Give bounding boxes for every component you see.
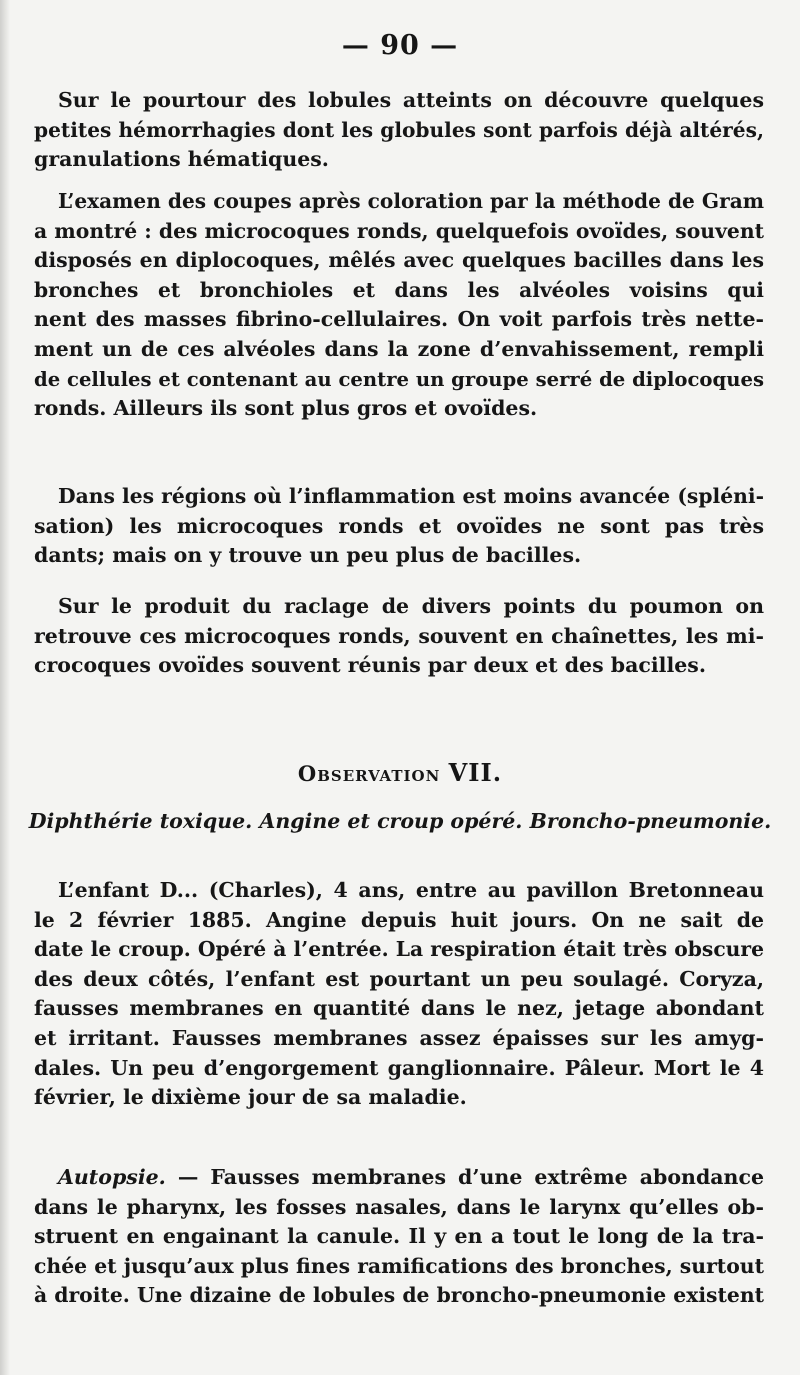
text-line: petites hémorrhagies dont les globules sont parfois déjà altérés,	[34, 117, 764, 142]
observation-subtitle: Diphthérie toxique. Angine et croup opéré. Broncho-pneumonie.	[28, 809, 772, 833]
paragraph-1-first	[34, 86, 764, 116]
paragraph-4-first	[34, 592, 764, 622]
text-line: chée et jusqu’aux plus fines ramifications des bronches, surtout	[34, 1253, 764, 1278]
autopsy-lead: Autopsie.	[58, 1165, 166, 1189]
page-number: — 90 —	[341, 30, 459, 61]
text-line: des deux côtés, l’enfant est pourtant un peu soulagé. Coryza,	[34, 966, 764, 991]
text-line: Sur le produit du raclage de divers points du poumon on	[58, 594, 764, 618]
text-line: disposés en diplocoques, mêlés avec quelques bacilles dans les	[34, 248, 764, 273]
paragraph-2	[34, 217, 764, 424]
observation-label: Observation	[297, 761, 441, 786]
text-line: bronches et bronchioles et dans les alvéoles voisins qui	[34, 277, 764, 302]
text-line: sation) les microcoques ronds et ovoïdes ne sont pas très	[34, 513, 764, 538]
text-line: dants; mais on y trouve un peu plus de bacilles.	[34, 543, 582, 568]
paragraph-2-first	[34, 187, 764, 217]
paragraph-1	[34, 116, 764, 175]
text-line: L’enfant D... (Charles), 4 ans, entre au pavillon Bretonneau	[58, 878, 764, 902]
paragraph-5-first	[34, 876, 764, 906]
text-line: et irritant. Fausses membranes assez épaisses sur les amyg-	[34, 1025, 764, 1050]
paragraph-6-first	[34, 1163, 764, 1193]
text-line: ment un de ces alvéoles dans la zone d’envahissement, rempli	[34, 336, 764, 361]
text-line: struent en engainant la canule. Il y en a tout le long de la tra-	[34, 1224, 764, 1249]
paragraph-6	[34, 1193, 764, 1311]
paragraph-3-first	[34, 482, 764, 512]
observation-title	[0, 758, 800, 787]
text-line: L’examen des coupes après coloration par la méthode de Gram	[58, 189, 764, 213]
page-edge-shadow	[0, 0, 10, 1375]
text-line: fausses membranes en quantité dans le nez, jetage abondant	[34, 996, 764, 1021]
text-line: crocoques ovoïdes souvent réunis par deux et des bacilles.	[34, 653, 706, 678]
text-line: Sur le pourtour des lobules atteints on découvre quelques	[58, 88, 764, 112]
text-line: février, le dixième jour de sa maladie.	[34, 1085, 467, 1110]
text-line: Dans les régions où l’inflammation est moins avancée (spléni-	[58, 484, 764, 508]
text-line: à droite. Une dizaine de lobules de broncho-pneumonie existent	[34, 1283, 764, 1308]
text-line: granulations hématiques.	[34, 147, 329, 172]
observation-number: VII.	[448, 758, 503, 787]
paragraph-4	[34, 622, 764, 681]
text-line: nent des masses fibrino-cellulaires. On voit parfois très nette-	[34, 307, 764, 332]
text-line: ronds. Ailleurs ils sont plus gros et ovoïdes.	[34, 396, 538, 421]
text-line: retrouve ces microcoques ronds, souvent en chaînettes, les mi-	[34, 623, 764, 648]
text-line: dans le pharynx, les fosses nasales, dans le larynx qu’elles ob-	[34, 1194, 764, 1219]
paragraph-3	[34, 512, 764, 571]
text-line	[58, 1163, 764, 1193]
text-line: dales. Un peu d’engorgement ganglionnaire. Pâleur. Mort le 4	[34, 1055, 764, 1080]
paragraph-5	[34, 906, 764, 1113]
text-line: de cellules et contenant au centre un groupe serré de diplocoques	[34, 367, 764, 391]
text-line: le 2 février 1885. Angine depuis huit jours. On ne sait de	[34, 907, 764, 932]
text-line: a montré : des microcoques ronds, quelquefois ovoïdes, souvent	[34, 218, 764, 243]
text-line: date le croup. Opéré à l’entrée. La respiration était très obscure	[34, 937, 764, 962]
autopsy-first-rest: — Fausses membranes d’une extrême abondance	[165, 1165, 764, 1189]
